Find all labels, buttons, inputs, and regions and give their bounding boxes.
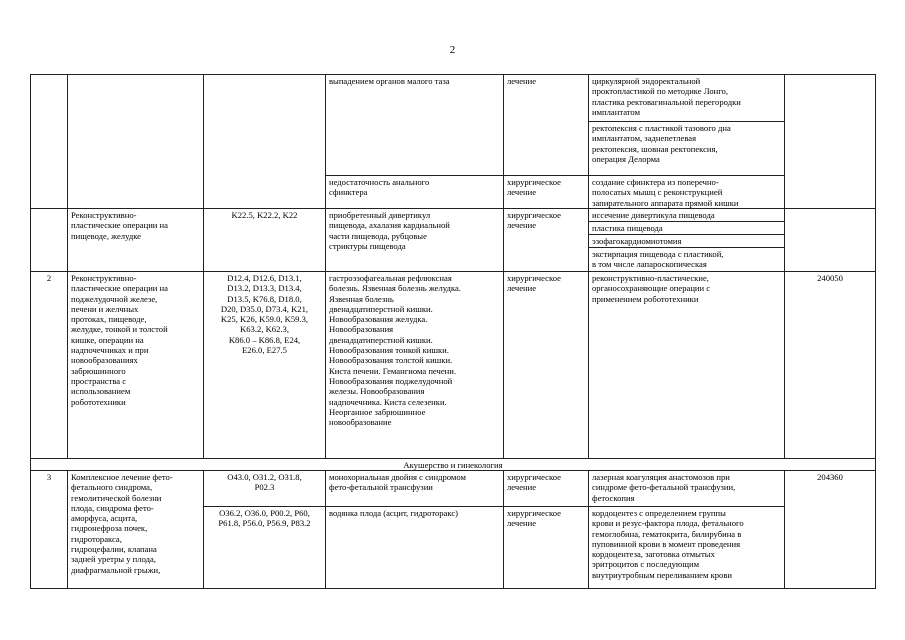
disease-cell: монохориальная двойня с синдромом фето-фетальной трансфузии bbox=[326, 471, 504, 507]
method-cell: кордоцентез с определением группы крови и резус-фактора плода, фетального гемоглобина, гематокрита, билирубина в пуповинной крови в момент проведения кордоцентеза, заготовка отмытых эритроцитов с последующим внутриутробным переливанием крови bbox=[589, 507, 785, 589]
name-cell: Реконструктивно- пластические операции на пищеводе, желудке bbox=[68, 209, 204, 272]
treatment-cell: хирургическое лечение bbox=[504, 176, 589, 209]
disease-cell: гастроэзофагеальная рефлюксная болезнь. Язвенная болезнь желудка. Язвенная болезнь двенадцатиперстной кишки. Новообразования желудка. Новообразования двенадцатиперстной кишки. Новообразования тонкой кишки. Новообразования толстой кишки. Киста печени. Гемангиома печени. Новообразования поджелудочной железы. Новообразования надпочечника. Киста селезенки. Неорганное забрюшинное новообразование bbox=[326, 272, 504, 459]
num-cell bbox=[31, 75, 68, 209]
disease-cell: выпадением органов малого таза bbox=[326, 75, 504, 176]
name-cell: Комплексное лечение фето- фетального синдрома, гемолитической болезни плода, синдрома фето- аморфуса, асцита, гидронефроза почек, гидроторакса, гидроцефалии, клапана задней уретры у плода, диафрагмальной грыжи, bbox=[68, 471, 204, 589]
codes-cell bbox=[204, 75, 326, 209]
treatment-cell: хирургическое лечение bbox=[504, 209, 589, 272]
disease-cell: недостаточность анального сфинктера bbox=[326, 176, 504, 209]
method-cell: ректопексия с пластикой тазового дна имплантатом, заднепетлевая ректопексия, шовная ректопексия, операция Делорма bbox=[589, 122, 785, 176]
num-cell: 2 bbox=[31, 272, 68, 459]
procedures-table bbox=[30, 74, 876, 589]
disease-cell: водянка плода (асцит, гидроторакс) bbox=[326, 507, 504, 589]
name-cell: Реконструктивно- пластические операции на поджелудочной железе, печени и желчных протоках, пищеводе, желудке, тонкой и толстой кишке, операции на надпочечниках и при новообразованиях забрюшинного пространства с использованием робототехники bbox=[68, 272, 204, 459]
cost-cell: 204360 bbox=[785, 471, 876, 589]
treatment-cell: хирургическое лечение bbox=[504, 507, 589, 589]
method-cell: иссечение дивертикула пищевода bbox=[589, 209, 785, 222]
method-cell: создание сфинктера из поперечно- полосатых мышц с реконструкцией запирательного аппарата прямой кишки bbox=[589, 176, 785, 209]
page-number: 2 bbox=[449, 44, 456, 56]
section-header-row bbox=[31, 459, 876, 471]
table-row bbox=[31, 75, 876, 122]
treatment-cell: хирургическое лечение bbox=[504, 471, 589, 507]
cost-cell: 240050 bbox=[785, 272, 876, 459]
method-cell: пластика пищевода bbox=[589, 222, 785, 235]
section-title: Акушерство и гинекология bbox=[31, 459, 876, 471]
codes-cell: O43.0, O31.2, O31.8, P02.3 bbox=[204, 471, 326, 507]
num-cell: 3 bbox=[31, 471, 68, 589]
method-cell: экстирпация пищевода с пластикой, в том числе лапароскопическая bbox=[589, 248, 785, 272]
treatment-cell: хирургическое лечение bbox=[504, 272, 589, 459]
name-cell bbox=[68, 75, 204, 209]
codes-cell: O36.2, O36.0, P00.2, P60, P61.8, P56.0, P56.9, P83.2 bbox=[204, 507, 326, 589]
method-cell: лазерная коагуляция анастомозов при синдроме фето-фетальной трансфузии, фетоскопия bbox=[589, 471, 785, 507]
table-row bbox=[31, 209, 876, 222]
treatment-cell: лечение bbox=[504, 75, 589, 176]
table-row bbox=[31, 272, 876, 459]
num-cell bbox=[31, 209, 68, 272]
method-cell: эзофагокардиомиотомия bbox=[589, 235, 785, 248]
codes-cell: K22.5, K22.2, K22 bbox=[204, 209, 326, 272]
method-cell: циркулярной эндоректальной проктопластикой по методике Лонго, пластика ректовагинальной перегородки имплантатом bbox=[589, 75, 785, 122]
codes-cell: D12.4, D12.6, D13.1, D13.2, D13.3, D13.4, D13.5, K76.8, D18.0, D20, D35.0, D73.4, K21, K25, K26, K59.0, K59.3, K63.2, K62.3, K86.0 – K86.8, E24, E26.0, E27.5 bbox=[204, 272, 326, 459]
cost-cell bbox=[785, 75, 876, 209]
disease-cell: приобретенный дивертикул пищевода, ахалазия кардиальной части пищевода, рубцовые стриктуры пищевода bbox=[326, 209, 504, 272]
cost-cell bbox=[785, 209, 876, 272]
method-cell: реконструктивно-пластические, органосохраняющие операции с применением робототехники bbox=[589, 272, 785, 459]
table-row bbox=[31, 471, 876, 507]
